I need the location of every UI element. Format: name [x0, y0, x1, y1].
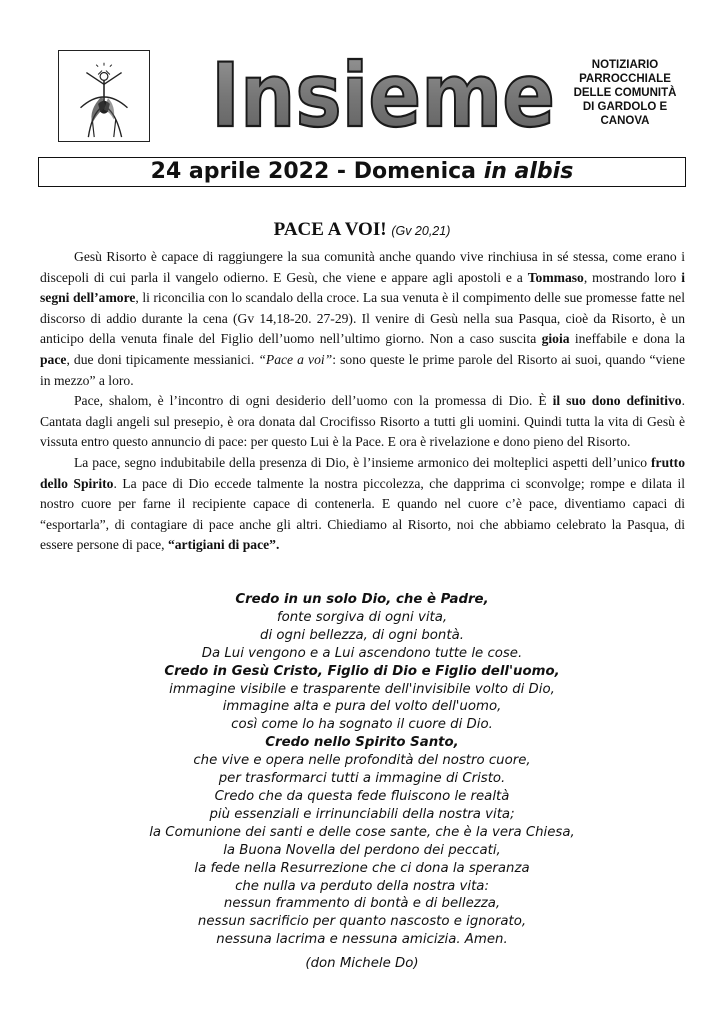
newsletter-description	[556, 58, 694, 128]
gospel-reference: (Gv 20,21)	[391, 224, 451, 238]
notiziario-line: NOTIZIARIO	[591, 59, 659, 71]
credo-line: più essenziali e irrinunciabili della nostra vita;	[209, 806, 515, 822]
credo-line: Credo in Gesù Cristo, Figlio di Dio e Figlio dell'uomo,	[164, 663, 560, 679]
parish-logo	[58, 50, 150, 142]
credo-line: Credo nello Spirito Santo,	[265, 735, 459, 751]
credo-line: fonte sorgiva di ogni vita,	[276, 609, 448, 625]
paragraph: Pace, shalom, è l’incontro di ogni desiderio dell’uomo con la promessa di Dio. È il suo dono definitivo. Cantata dagli angeli sul presepio, è ora donata dal Crocifisso Risorto a tutti gli uomini. Quindi tutta la vita di Gesù è vissuta entro questo annuncio di pace: per questo Lui è la Pace. E ora è rivelazione e dono pieno del Risorto.	[40, 393, 685, 450]
credo-author: (don Michele Do)	[305, 956, 419, 972]
credo-poem	[38, 591, 686, 973]
credo-line: la Comunione dei santi e delle cose sante, che è la vera Chiesa,	[149, 824, 575, 840]
credo-line: nessun frammento di bontà e di bellezza,	[223, 896, 501, 912]
credo-line: la Buona Novella del perdono dei peccati,	[223, 842, 501, 858]
credo-line: che vive e opera nelle profondità del nostro cuore,	[193, 753, 531, 769]
article-heading: PACE A VOI!	[273, 219, 387, 240]
credo-line: immagine visibile e trasparente dell'invisibile volto di Dio,	[169, 681, 555, 697]
credo-line: immagine alta e pura del volto dell'uomo,	[222, 699, 502, 715]
credo-line: nessun sacrificio per quanto nascosto e ignorato,	[197, 914, 527, 930]
risen-christ-icon	[59, 51, 149, 141]
credo-line: Credo in un solo Dio, che è Padre,	[235, 592, 489, 607]
credo-line: di ogni bellezza, di ogni bontà.	[260, 627, 464, 643]
credo-line: così come lo ha sognato il cuore di Dio.	[231, 717, 493, 733]
article-body	[40, 247, 685, 556]
masthead-title	[205, 44, 561, 147]
credo-line: Credo che da questa fede fluiscono le realtà	[214, 788, 510, 804]
notiziario-line: DI GARDOLO E	[582, 101, 668, 113]
paragraph: La pace, segno indubitabile della presenza di Dio, è l’insieme armonico dei molteplici aspetti dell’unico frutto dello Spirito. La pace di Dio eccede talmente la nostra piccolezza, che dapprima ci sconvolge; rompe e dilata il nostro cuore per farne il recipiente capace di contenerla. E quando nel cuore c’è pace, diventiamo capaci di “esportarla”, di contagiare di pace anche gli altri. Chiediamo al Risorto, noi che abbiamo celebrato la Pasqua, di essere persone di pace, “artigiani di pace”.	[40, 454, 685, 553]
notiziario-line: CANOVA	[600, 115, 650, 127]
credo-line: la fede nella Resurrezione che ci dona la speranza	[194, 860, 530, 876]
credo-line: che nulla va perduto della nostra vita:	[235, 878, 489, 894]
article-title	[38, 218, 686, 243]
date-text: 24 aprile 2022 - Domenica	[150, 159, 484, 184]
notiziario-line: PARROCCHIALE	[579, 73, 671, 85]
date-banner	[38, 157, 686, 187]
masthead-text: Insieme	[211, 44, 555, 147]
notiziario-line: DELLE COMUNITÀ	[573, 87, 677, 99]
credo-line: per trasformarci tutti a immagine di Cristo.	[218, 771, 506, 787]
paragraph: Gesù Risorto è capace di raggiungere la sua comunità anche quando vive rinchiusa in sé stessa, come erano i discepoli di cui parla il vangelo odierno. E Gesù, che viene e appare agli apostoli e a Tommaso, mostrando loro i segni dell’amore, li riconcilia con lo scandalo della croce. La sua venuta è il compimento delle sue promesse fatte nel discorso di addio durante la cena (Gv 14,18-20. 27-29). Il venire di Gesù nella sua Pasqua, cioè da Risorto, è un anticipo della venuta finale del Figlio dell’uomo nell’ultimo giorno. Non a caso suscita gioia ineffabile e dona la pace, due doni tipicamente messianici. “Pace a voi”: sono queste le prime parole del Risorto ai suoi, quando “viene in mezzo” a loro.	[40, 249, 685, 388]
date-italic-text: in albis	[483, 159, 574, 184]
credo-line: nessuna lacrima e nessuna amicizia. Amen.	[216, 932, 508, 948]
credo-line: Da Lui vengono e a Lui ascendono tutte le cose.	[201, 645, 523, 661]
